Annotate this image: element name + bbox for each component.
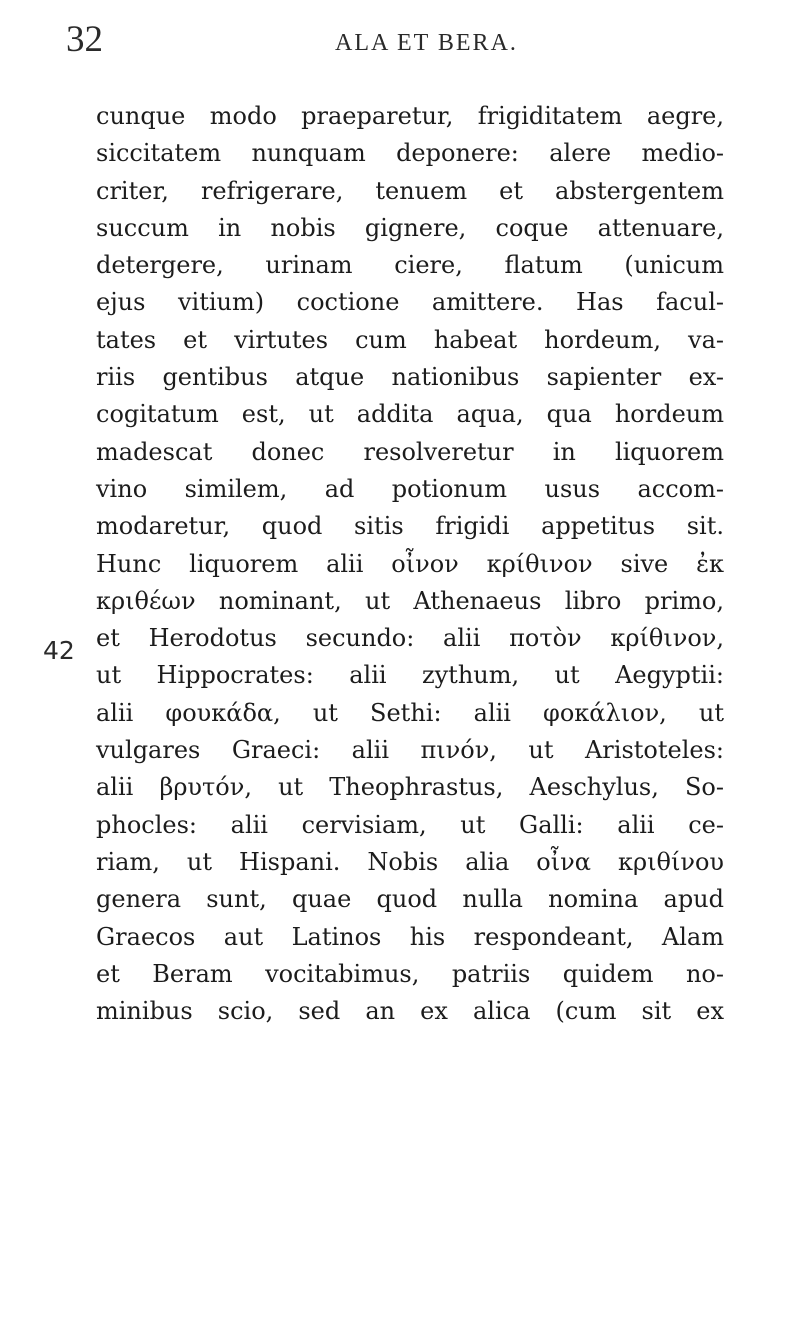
text-line: phocles: alii cervisiam, ut Galli: alii ce- [96, 810, 724, 839]
text-line: tates et virtutes cum habeat hordeum, va- [96, 325, 724, 354]
text-line: alii φουκάδα, ut Sethi: alii φοκάλιον, ut [96, 698, 724, 727]
text-line: cunque modo praeparetur, frigiditatem aegre, [96, 102, 724, 130]
text-line: criter, refrigerare, tenuem et abstergentem [96, 176, 724, 205]
text-line: Graecos aut Latinos his respondeant, Alam [96, 922, 724, 951]
text-line: vulgares Graeci: alii πινόν, ut Aristoteles: [96, 736, 724, 765]
text-line: detergere, urinam ciere, flatum (unicum [96, 251, 724, 280]
text-line: vino similem, ad potionum usus accom- [96, 474, 724, 503]
running-head: ALA ET BERA. [335, 30, 518, 56]
text-line: riis gentibus atque nationibus sapienter ex- [96, 363, 724, 392]
text-line: Hunc liquorem alii οἶνον κρίθινον sive ἐκ [96, 549, 724, 578]
text-line: ut Hippocrates: alii zythum, ut Aegyptii: [96, 661, 724, 690]
text-line: siccitatem nunquam deponere: alere medio- [96, 139, 724, 168]
text-line: modaretur, quod sitis frigidi appetitus sit. [96, 512, 724, 541]
text-line: genera sunt, quae quod nulla nomina apud [96, 885, 724, 914]
page-number: 32 [66, 19, 103, 60]
text-line: succum in nobis gignere, coque attenuare, [96, 213, 724, 242]
text-line: alii βρυτόν, ut Theophrastus, Aeschylus, So- [96, 773, 724, 802]
text-line: riam, ut Hispani. Nobis alia οἶνα κριθίνου [96, 847, 724, 876]
text-line: κριθέων nominant, ut Athenaeus libro primo, [96, 586, 724, 615]
text-line: ejus vitium) coctione amittere. Has facul- [96, 288, 724, 317]
text-line: madescat donec resolveretur in liquorem [96, 437, 724, 466]
text-line: cogitatum est, ut addita aqua, qua hordeum [96, 400, 724, 429]
text-line: et Beram vocitabimus, patriis quidem no- [96, 959, 724, 988]
text-line: et Herodotus secundo: alii ποτὸν κρίθινον, [96, 624, 724, 653]
text-line: minibus scio, sed an ex alica (cum sit ex [96, 997, 724, 1026]
margin-line-number: 42 [43, 636, 75, 665]
body-text [96, 98, 724, 1030]
